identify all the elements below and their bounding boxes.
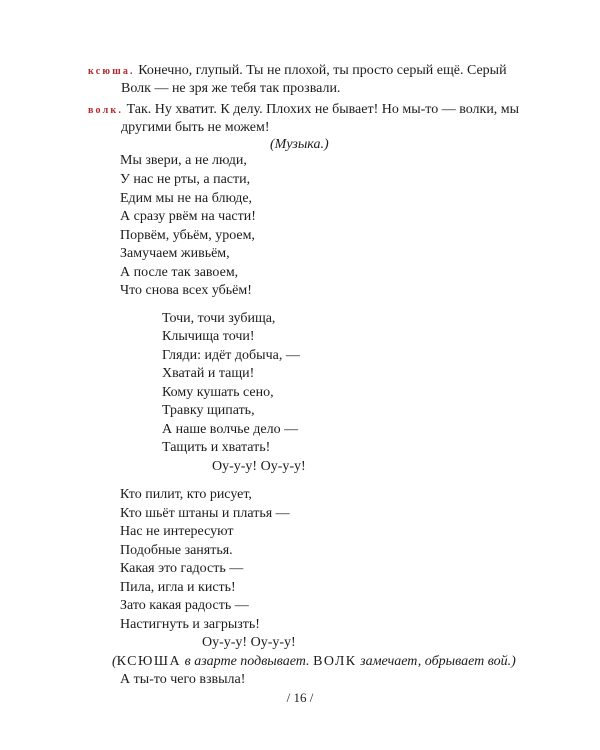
verse-line: Настигнуть и загрызть! (120, 617, 260, 632)
stage-text: в азарте подвывает. (181, 654, 314, 669)
verse-line: Подобные занятья. (120, 543, 233, 558)
speaker-name: ксюша. (88, 66, 135, 77)
verse-line: Кому кушать сено, (162, 385, 274, 400)
dialogue-text: Конечно, глупый. Ты не плохой, ты просто серый ещё. Серый (138, 63, 507, 78)
howl-line: Оу-у-у! Оу-у-у! (202, 635, 296, 650)
verse-line: Замучаем живьём, (120, 246, 230, 261)
stage-text: замечает, обрывает вой.) (356, 654, 516, 669)
stage-text: ( (112, 654, 117, 669)
verse-line: Гляди: идёт добыча, — (162, 348, 300, 363)
verse-line: Едим мы не на блюде, (120, 191, 253, 206)
verse-line: А сразу рвём на части! (120, 209, 256, 224)
page-number: / 16 / (286, 690, 314, 705)
verse-line: Мы звери, а не люди, (120, 153, 247, 168)
verse-line: Порвём, убьём, уроем, (120, 228, 255, 243)
verse-line: Какая это гадость — (120, 561, 244, 576)
verse-line: Хватай и тащи! (162, 366, 255, 381)
verse-line: А после так завоем, (120, 265, 239, 280)
verse-line: Зато какая радость — (120, 598, 249, 613)
verse-line: Кто пилит, кто рисует, (120, 487, 252, 502)
stage-direction-final (112, 653, 516, 671)
verse-line: Клычища точи! (162, 329, 255, 344)
dialogue-text: Так. Ну хватит. К делу. Плохих не бывает! Но мы-то — волки, мы (126, 102, 520, 117)
verse-line: А наше волчье дело — (162, 422, 299, 437)
verse-line: У нас не рты, а пасти, (120, 172, 251, 187)
howl-line: Оу-у-у! Оу-у-у! (212, 459, 306, 474)
dialogue-continuation: Волк — не зря же тебя так прозвали. (121, 81, 341, 96)
verse-line: Точи, точи зубища, (162, 311, 276, 326)
verse-line: Нас не интересуют (120, 524, 234, 539)
verse-line: Тащить и хватать! (162, 440, 271, 455)
verse-line: Кто шьёт штаны и платья — (120, 506, 290, 521)
verse-line: Пила, игла и кисть! (120, 580, 236, 595)
stage-character-name: ВОЛК (313, 654, 357, 669)
speaker-name: волк. (88, 105, 124, 116)
dialogue-line-volk (88, 101, 519, 120)
dialogue-line-ksyusha (88, 62, 507, 81)
dialogue-continuation: другими быть не можем! (121, 120, 270, 135)
stage-character-name: КСЮША (116, 654, 182, 669)
last-line: А ты-то чего взвыла! (120, 672, 246, 687)
stage-direction-music: (Музыка.) (270, 137, 329, 152)
verse-line: Травку щипать, (162, 403, 255, 418)
verse-line: Что снова всех убьём! (120, 283, 252, 298)
